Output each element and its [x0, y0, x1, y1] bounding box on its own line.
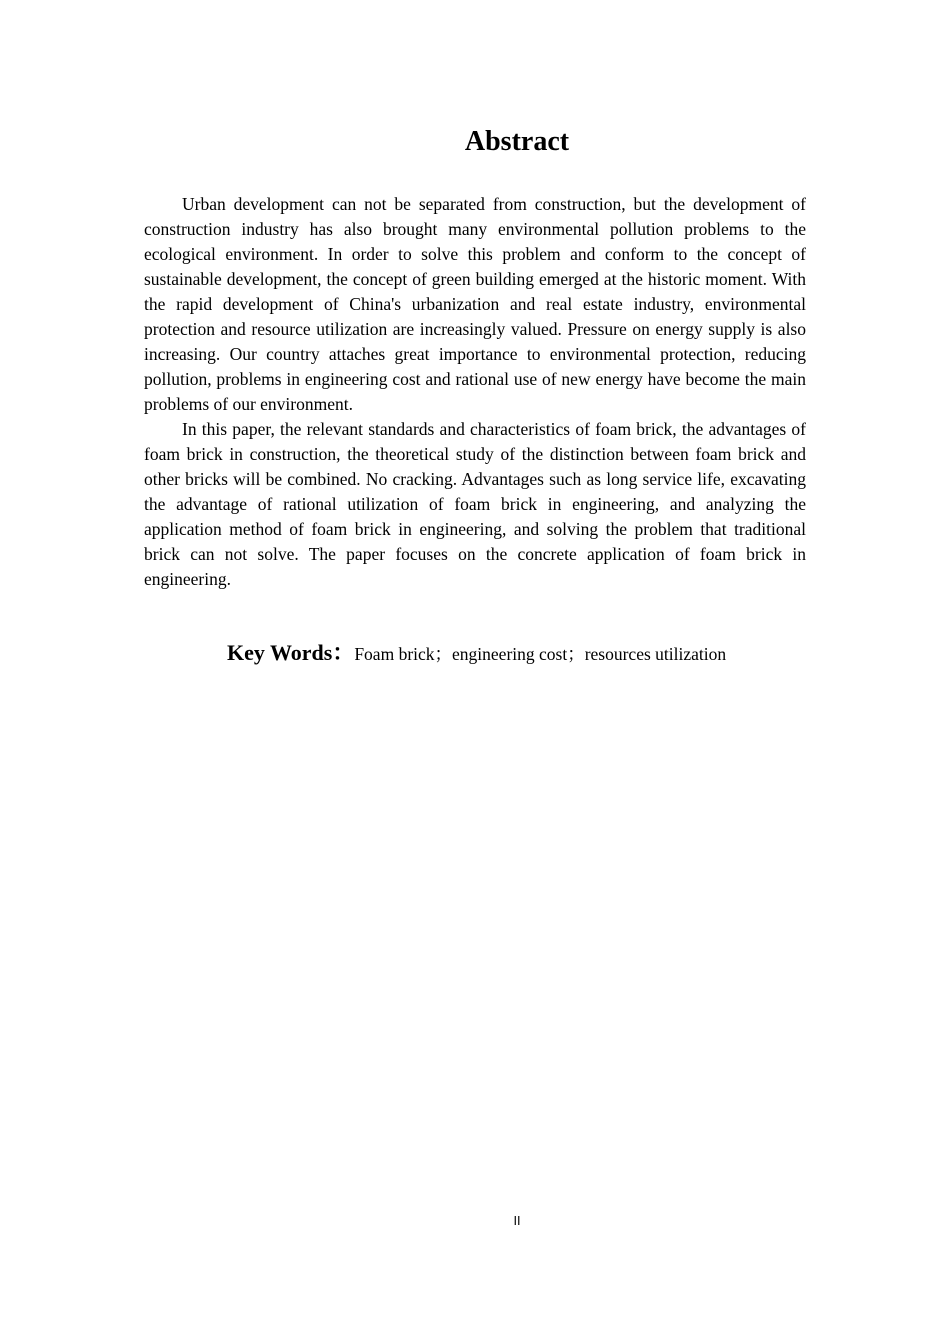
- keywords-label: Key Words：: [227, 640, 355, 665]
- page-number: II: [513, 1214, 521, 1228]
- keyword-item: resources utilization: [584, 644, 727, 664]
- abstract-body: [144, 192, 806, 592]
- keywords-line: [227, 638, 827, 671]
- keyword-item: engineering cost: [452, 644, 568, 664]
- page-title: Abstract: [464, 126, 570, 157]
- abstract-paragraph-1: Urban development can not be separated from construction, but the development of construction industry has also brought many environmental pollution problems to the ecological environment. In order to solve this problem and conform to the concept of sustainable development, the concept of green building emerged at the historic moment. With the rapid development of China's urbanization and real estate industry, environmental protection and resource utilization are increasingly valued. Pressure on energy supply is also increasing. Our country attaches great importance to environmental protection, reducing pollution, problems in engineering cost and rational use of new energy have become the main problems of our environment.: [144, 194, 806, 414]
- abstract-paragraph-2: In this paper, the relevant standards and characteristics of foam brick, the advantages of foam brick in construction, the theoretical study of the distinction between foam brick and other bricks will be combined. No cracking. Advantages such as long service life, excavating the advantage of rational utilization of foam brick in engineering, and analyzing the application method of foam brick in engineering, and solving the problem that traditional brick can not solve. The paper focuses on the concrete application of foam brick in engineering.: [144, 419, 806, 589]
- keyword-separator: ；: [434, 644, 453, 664]
- keyword-separator: ；: [567, 644, 585, 664]
- keyword-item: Foam brick: [354, 644, 435, 664]
